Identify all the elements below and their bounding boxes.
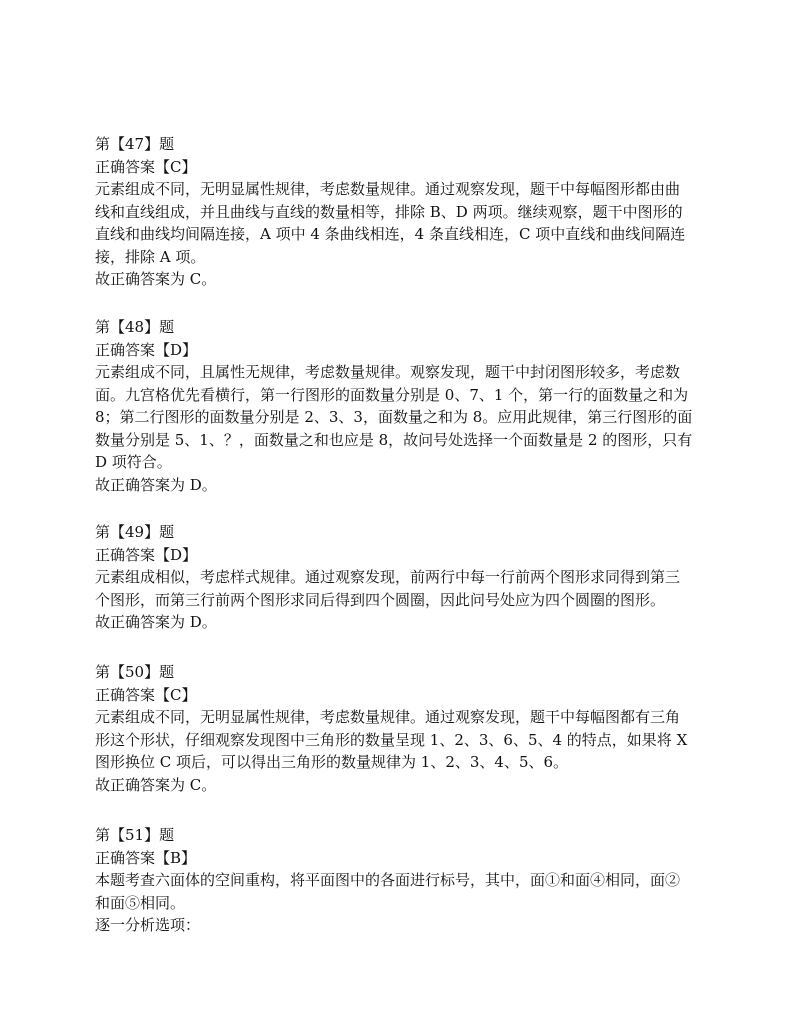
conclusion-line: 故正确答案为 C。 — [95, 270, 217, 288]
question-48 — [95, 316, 715, 496]
question-heading: 第【48】题 — [95, 318, 175, 336]
explanation-line: 个图形，而第三行前两个图形求同后得到四个圆圈，因此问号处应为四个圆圈的图形。 — [95, 590, 666, 609]
correct-answer: 正确答案【C】 — [95, 685, 197, 704]
explanation-line: 线和直线组成，并且曲线与直线的数量相等，排除 B、D 两项。继续观察，题干中图形的 — [95, 202, 683, 221]
explanation-line: 元素组成不同，无明显属性规律，考虑数量规律。通过观察发现，题干中每幅图都有三角 — [95, 708, 681, 726]
conclusion-line: 故正确答案为 D。 — [95, 475, 217, 494]
correct-answer: 正确答案【D】 — [95, 340, 198, 359]
question-50 — [95, 661, 715, 796]
conclusion-line: 故正确答案为 C。 — [95, 775, 217, 794]
explanation-line: 形这个形状，仔细观察发现图中三角形的数量呈现 1、2、3、6、5、4 的特点，如果将 X — [95, 730, 688, 749]
explanation-line: 数量分别是 5、1、？，面数量之和也应是 8，故问号处选择一个面数量是 2 的图形，只有 — [95, 430, 693, 449]
correct-answer: 正确答案【B】 — [95, 848, 197, 867]
question-heading: 第【51】题 — [95, 826, 175, 844]
question-heading: 第【49】题 — [95, 523, 175, 541]
explanation-line: 面。九宫格优先看横行，第一行图形的面数量分别是 0、7、1 个，第一行的面数量之和为 — [95, 385, 689, 404]
conclusion-line: 故正确答案为 D。 — [95, 613, 217, 631]
question-heading: 第【50】题 — [95, 663, 175, 681]
explanation-line: 元素组成不同，无明显属性规律，考虑数量规律。通过观察发现，题干中每幅图形都由曲 — [95, 180, 681, 198]
explanation-line: 元素组成相似，考虑样式规律。通过观察发现，前两行中每一行前两个图形求同得到第三 — [95, 568, 681, 586]
question-49 — [95, 521, 715, 634]
question-47 — [95, 133, 715, 291]
explanation-line: 和面⑤相同。 — [95, 893, 186, 912]
explanation-line: 本题考查六面体的空间重构，将平面图中的各面进行标号，其中，面①和面④相同，面② — [95, 871, 681, 889]
explanation-line: 直线和曲线均间隔连接，A 项中 4 条曲线相连，4 条直线相连，C 项中直线和曲线间隔连 — [95, 225, 686, 243]
explanation-line: D 项符合。 — [95, 453, 172, 471]
explanation-line: 元素组成不同，且属性无规律，考虑数量规律。观察发现，题干中封闭图形较多，考虑数 — [95, 363, 681, 381]
explanation-line: 逐一分析选项： — [95, 916, 201, 934]
question-51 — [95, 824, 715, 937]
correct-answer: 正确答案【C】 — [95, 157, 197, 176]
correct-answer: 正确答案【D】 — [95, 545, 198, 564]
question-heading: 第【47】题 — [95, 135, 175, 153]
explanation-line: 图形换位 C 项后，可以得出三角形的数量规律为 1、2、3、4、5、6。 — [95, 753, 569, 771]
explanation-line: 接，排除 A 项。 — [95, 247, 206, 266]
explanation-line: 8；第二行图形的面数量分别是 2、3、3，面数量之和为 8。应用此规律，第三行图形的面 — [95, 408, 693, 426]
